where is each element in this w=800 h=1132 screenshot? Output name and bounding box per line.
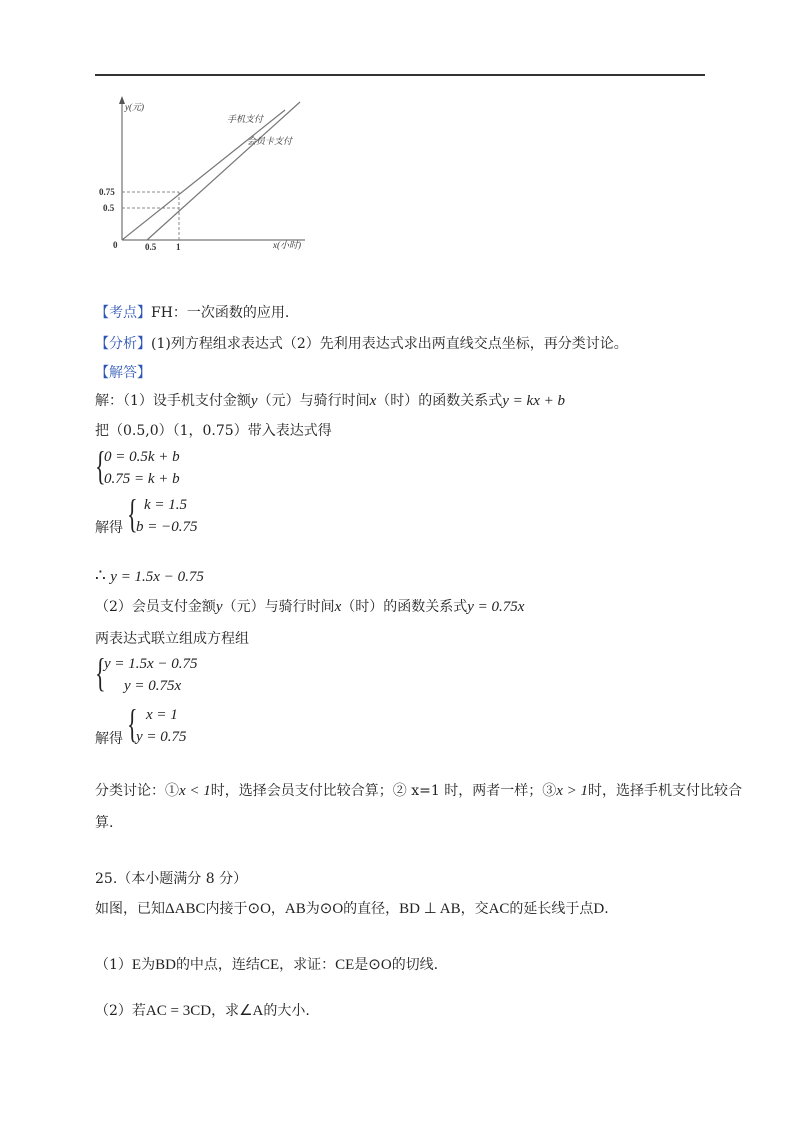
inequality: x > 1 xyxy=(556,783,588,799)
x-tick-05: 0.5 xyxy=(145,242,157,252)
var-x: x xyxy=(334,599,342,615)
y-axis-label: y(元) xyxy=(125,102,144,112)
circle-o: ⊙O xyxy=(368,957,392,973)
text: 的大小. xyxy=(263,1003,310,1019)
sol1-line2: 把（0.5,0）（1，0.75）带入表达式得 xyxy=(95,423,332,439)
discussion-line1 xyxy=(95,780,742,800)
header-rule xyxy=(95,74,705,76)
var-y: y xyxy=(250,393,258,409)
equation: y = 0.75x xyxy=(467,599,525,615)
x-tick-1: 1 xyxy=(176,242,181,252)
text: 为 xyxy=(305,901,320,917)
jieda-line xyxy=(95,362,151,382)
text: 的切线. xyxy=(391,957,439,973)
brace: { xyxy=(95,650,106,695)
var-y: y xyxy=(215,599,223,615)
text: ，求 xyxy=(211,1003,240,1019)
circle-o: ⊙O xyxy=(319,901,344,917)
text: 解：（1）设手机支付金额 xyxy=(95,393,251,409)
line-phone xyxy=(147,102,300,240)
text: （时）的函数关系式 xyxy=(376,393,503,409)
point: D xyxy=(593,901,605,917)
text: 如图，已知 xyxy=(95,901,165,917)
equation: y = 0.75 xyxy=(136,729,187,745)
q25-line3 xyxy=(95,1000,310,1020)
segment: CE xyxy=(335,957,355,973)
equation: 0 = 0.5k + b xyxy=(104,449,180,465)
system-4 xyxy=(136,704,187,748)
line-member-card xyxy=(122,110,285,240)
kaodian-text: FH：一次函数的应用. xyxy=(151,305,290,321)
text: 的直径， xyxy=(343,901,400,917)
jiede-label: 解得 xyxy=(95,520,123,536)
phone-line-label: 手机支付 xyxy=(227,114,264,124)
equation: AC = 3CD xyxy=(145,1003,212,1019)
q25-header: 25.（本小题满分 8 分） xyxy=(95,871,248,887)
perpendicular: BD ⊥ AB xyxy=(399,901,461,917)
circle-o: ⊙O xyxy=(247,901,271,917)
brace: { xyxy=(127,491,138,536)
equation: k = 1.5 xyxy=(144,497,188,513)
equation: y = 1.5x − 0.75 xyxy=(110,569,204,585)
brace: { xyxy=(95,443,106,488)
system-1 xyxy=(104,446,180,490)
equation: x = 1 xyxy=(146,707,178,723)
equation: y = 1.5x − 0.75 xyxy=(104,656,198,672)
brace: { xyxy=(127,701,138,746)
text: （元）与骑行时间 xyxy=(222,599,335,615)
text: 为 xyxy=(141,957,156,973)
text: 分类讨论：① xyxy=(95,783,179,799)
text: 内接于 xyxy=(205,901,248,917)
sol2-line2: 两表达式联立组成方程组 xyxy=(95,631,249,647)
text: 是 xyxy=(354,957,369,973)
text: 的中点，连结 xyxy=(175,957,260,973)
fenxi-tag: 【分析】 xyxy=(95,336,151,352)
point: E xyxy=(131,957,142,973)
function-graph xyxy=(95,90,335,260)
kaodian-line xyxy=(95,302,289,322)
system-3 xyxy=(104,653,198,697)
card-line-label: 会员卡支付 xyxy=(247,136,293,146)
x-axis-label: x(小时) xyxy=(273,240,301,250)
kaodian-tag: 【考点】 xyxy=(95,305,151,321)
var-x: x xyxy=(369,393,377,409)
segment: AC xyxy=(488,901,510,917)
jieda-tag: 【解答】 xyxy=(95,365,151,381)
text: ， xyxy=(270,901,285,917)
discussion-line2: 算. xyxy=(95,815,114,831)
equation: y = kx + b xyxy=(502,393,565,409)
text: 时，选择会员支付比较合算；② x=1 时，两者一样；③ xyxy=(210,783,557,799)
therefore-symbol: ∴ xyxy=(95,566,106,586)
segment: AB xyxy=(284,901,306,917)
fenxi-line xyxy=(95,333,628,353)
fenxi-text: (1)列方程组求表达式（2）先利用表达式求出两直线交点坐标，再分类讨论。 xyxy=(151,336,628,352)
text: . xyxy=(604,901,609,917)
angle: ∠A xyxy=(239,1003,264,1019)
x-tick-0: 0 xyxy=(113,240,118,250)
text: （1） xyxy=(95,957,132,973)
text: ，求证： xyxy=(279,957,336,973)
text: 时，选择手机支付比较合 xyxy=(588,783,742,799)
segment: BD xyxy=(155,957,176,973)
text: （元）与骑行时间 xyxy=(257,393,370,409)
sol2-line1 xyxy=(95,596,524,616)
system-2 xyxy=(136,494,198,538)
text: （2）会员支付金额 xyxy=(95,599,216,615)
text: （时）的函数关系式 xyxy=(341,599,468,615)
text: 的延长线于点 xyxy=(509,901,594,917)
segment: CE xyxy=(259,957,280,973)
y-tick-075: 0.75 xyxy=(99,187,115,197)
equation: 0.75 = k + b xyxy=(104,471,180,487)
sol1-result xyxy=(95,566,204,586)
q25-line1 xyxy=(95,898,609,918)
sol1-line1 xyxy=(95,390,565,410)
equation: y = 0.75x xyxy=(124,678,182,694)
text: （2）若 xyxy=(95,1003,146,1019)
y-tick-05: 0.5 xyxy=(103,203,115,213)
text: ，交 xyxy=(460,901,489,917)
q25-line2 xyxy=(95,954,438,974)
triangle: ΔABC xyxy=(165,901,206,917)
inequality: x < 1 xyxy=(179,783,211,799)
jiede-label: 解得 xyxy=(95,731,123,747)
equation: b = −0.75 xyxy=(136,519,198,535)
